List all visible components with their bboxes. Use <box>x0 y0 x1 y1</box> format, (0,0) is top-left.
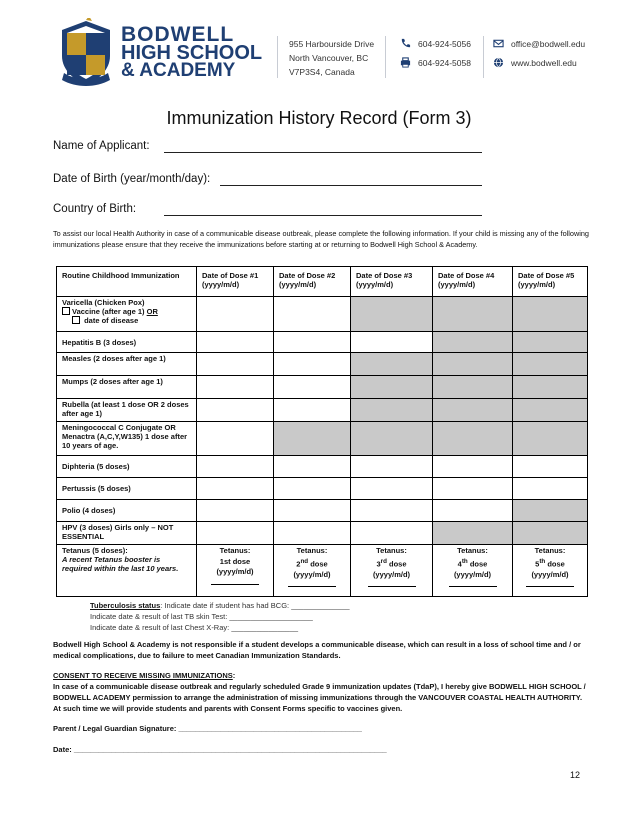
na-cell <box>513 353 588 376</box>
dose-word: dose <box>467 559 488 568</box>
na-cell <box>433 332 513 353</box>
school-name-line-1: BODWELL <box>121 23 235 46</box>
dose-ordinal <box>438 557 507 570</box>
table-row <box>57 376 588 399</box>
consent-body: In case of a communicable disease outbreak and regularly scheduled Grade 9 immunization updates (TdaP), I hereby give BODWELL HIGH SCHOOL / BODWELL ACADEMY permission to arrange the administration of missing immunizations through the VANCOUVER COASTAL HEALTH AUTHORITY. At such time we will provide students and parents with Consent Forms specific to vaccines given. <box>53 682 586 713</box>
dose-cell[interactable] <box>274 353 351 376</box>
dose-cell[interactable] <box>351 500 433 522</box>
dose-cell[interactable] <box>274 456 351 478</box>
column-header: Date of Dose #2 (yyyy/m/d) <box>274 267 351 297</box>
entry-line[interactable] <box>288 586 336 587</box>
school-name <box>121 23 263 81</box>
dose-cell[interactable] <box>274 399 351 422</box>
na-cell <box>274 422 351 456</box>
row-label-measles: Measles (2 doses after age 1) <box>57 353 197 376</box>
or-label: OR <box>146 307 158 316</box>
tetanus-label: Tetanus: <box>296 546 328 555</box>
entry-line[interactable] <box>211 584 259 585</box>
row-label-polio: Polio (4 doses) <box>57 500 197 522</box>
row-label-hpv: HPV (3 doses) Girls only – NOT ESSENTIAL <box>57 522 197 545</box>
dose-cell[interactable] <box>197 456 274 478</box>
na-cell <box>513 297 588 332</box>
table-row <box>57 399 588 422</box>
address-line-2: North Vancouver, BC <box>289 53 369 63</box>
row-label-meningococcal: Meningococcal C Conjugate OR Menactra (A,C,Y,W135) 1 dose after 10 years of age. <box>57 422 197 456</box>
table-row <box>57 297 588 332</box>
tetanus-label: Tetanus: <box>219 546 251 555</box>
dose-cell[interactable] <box>274 478 351 500</box>
ordinal-suffix: rd <box>380 557 387 565</box>
tetanus-label: Tetanus: <box>457 546 488 555</box>
na-cell <box>433 297 513 332</box>
na-cell <box>513 522 588 545</box>
na-cell <box>513 500 588 522</box>
disease-checkbox[interactable] <box>72 316 80 324</box>
date-field[interactable]: Date: ___________________________________________________________________________ <box>53 745 387 754</box>
row-label-pertussis: Pertussis (5 doses) <box>57 478 197 500</box>
ordinal-number: 3 <box>376 559 381 568</box>
table-row <box>57 478 588 500</box>
dose-ordinal <box>356 557 427 570</box>
tetanus-dose-cell[interactable] <box>274 545 351 597</box>
vaccine-checkbox[interactable] <box>62 307 70 315</box>
phone-icon <box>400 38 411 49</box>
dose-ordinal: 1st dose <box>219 556 251 566</box>
date-format: (yyyy/m/d) <box>293 569 331 579</box>
phone-contact <box>400 38 471 49</box>
dose-cell[interactable] <box>433 456 513 478</box>
na-cell <box>351 297 433 332</box>
row-label-tetanus <box>57 545 197 597</box>
entry-line[interactable] <box>526 586 574 587</box>
tb-status-label: Tuberculosis status <box>90 601 161 610</box>
website-url: www.bodwell.edu <box>511 57 577 68</box>
email-address: office@bodwell.edu <box>511 38 586 49</box>
dose-cell[interactable] <box>433 478 513 500</box>
fax-contact <box>400 57 471 68</box>
na-cell <box>351 399 433 422</box>
row-label-mumps: Mumps (2 doses after age 1) <box>57 376 197 399</box>
dose-cell[interactable] <box>351 478 433 500</box>
disclaimer-text: Bodwell High School & Academy is not responsible if a student develops a communicable disease, which can result in a loss of school time and / or medical complications, due to failure to meet Canadian Immunization Standards. <box>53 640 581 660</box>
dose-word: dose <box>545 559 565 568</box>
ordinal-number: 5 <box>535 559 540 568</box>
globe-icon <box>493 57 504 68</box>
fax-icon <box>400 57 411 68</box>
chest-xray-prompt: Indicate date & result of last Chest X-Ray: ________________ <box>90 623 299 632</box>
address-line-1: 955 Harbourside Drive <box>289 39 375 49</box>
date-format: (yyyy/m/d) <box>531 569 569 579</box>
na-cell <box>513 422 588 456</box>
dose-word: dose <box>386 559 407 568</box>
row-label-hepatitis-b: Hepatitis B (3 doses) <box>57 332 197 353</box>
dose-cell[interactable] <box>197 522 274 545</box>
na-cell <box>513 399 588 422</box>
dose-cell[interactable] <box>351 456 433 478</box>
ordinal-suffix: th <box>461 557 468 565</box>
header-divider <box>483 36 484 78</box>
date-format: (yyyy/m/d) <box>216 567 254 576</box>
table-row <box>57 456 588 478</box>
table-row <box>57 422 588 456</box>
dob-input-line[interactable] <box>220 185 482 186</box>
school-name-line-2: HIGH SCHOOL <box>121 42 263 64</box>
phone-number: 604-924-5056 <box>418 38 471 49</box>
dose-cell[interactable] <box>274 522 351 545</box>
table-row <box>57 353 588 376</box>
na-cell <box>513 332 588 353</box>
form-title: Immunization History Record (Form 3) <box>166 108 472 128</box>
entry-line[interactable] <box>368 586 416 587</box>
dob-label: Date of Birth (year/month/day): <box>53 173 211 185</box>
dose-cell[interactable] <box>197 399 274 422</box>
tetanus-label: Tetanus: <box>534 546 566 555</box>
dose-cell[interactable] <box>351 332 433 353</box>
dose-cell[interactable] <box>197 297 274 332</box>
ordinal-suffix: nd <box>300 557 309 565</box>
tetanus-label: Tetanus: <box>376 546 407 555</box>
school-crest-logo <box>58 18 114 88</box>
dose-cell[interactable] <box>197 353 274 376</box>
dose-cell[interactable] <box>197 376 274 399</box>
entry-line[interactable] <box>449 586 497 587</box>
na-cell <box>433 353 513 376</box>
dose-cell[interactable] <box>197 422 274 456</box>
country-input-line[interactable] <box>164 215 482 216</box>
table-row <box>57 500 588 522</box>
dose-ordinal <box>279 557 345 570</box>
email-contact <box>493 38 585 49</box>
tetanus-dose-cell[interactable] <box>433 545 513 597</box>
immunization-table <box>56 266 588 597</box>
consent-heading: CONSENT TO RECEIVE MISSING IMMUNIZATIONS <box>53 671 233 680</box>
vaccine-option-label: Vaccine (after age 1) <box>72 307 147 316</box>
na-cell <box>433 522 513 545</box>
fax-number: 604-924-5058 <box>418 57 471 68</box>
header-divider <box>385 36 386 78</box>
row-label-rubella: Rubella (at least 1 dose OR 2 doses after age 1) <box>57 399 197 422</box>
dose-word: dose <box>308 559 328 568</box>
na-cell <box>433 422 513 456</box>
bcg-prompt: : Indicate date if student has had BCG: ______________ <box>160 601 350 610</box>
consent-section <box>53 670 588 714</box>
column-header: Date of Dose #4 (yyyy/m/d) <box>433 267 513 297</box>
date-format: (yyyy/m/d) <box>372 569 411 579</box>
column-header: Date of Dose #1 (yyyy/m/d) <box>197 267 274 297</box>
table-row <box>57 522 588 545</box>
disease-option-label: date of disease <box>82 316 139 325</box>
dose-cell[interactable] <box>433 500 513 522</box>
tetanus-title: Tetanus (5 doses): <box>62 546 128 555</box>
ordinal-number: 4 <box>457 559 462 568</box>
row-label-diphtheria: Diphteria (5 doses) <box>57 456 197 478</box>
ordinal-suffix: th <box>539 557 546 565</box>
signature-field[interactable]: Parent / Legal Guardian Signature: ____________________________________________ <box>53 724 362 733</box>
dose-cell[interactable] <box>274 297 351 332</box>
column-header: Routine Childhood Immunization <box>57 267 197 297</box>
tetanus-dose-cell[interactable] <box>197 545 274 597</box>
row-label-varicella <box>57 297 197 332</box>
na-cell <box>351 353 433 376</box>
na-cell <box>433 376 513 399</box>
dose-cell[interactable] <box>274 500 351 522</box>
na-cell <box>351 376 433 399</box>
tuberculosis-section <box>90 600 350 633</box>
country-label: Country of Birth: <box>53 203 137 215</box>
tetanus-dose-cell[interactable] <box>351 545 433 597</box>
tetanus-note: A recent Tetanus booster is required within the last 10 years. <box>62 555 179 573</box>
dose-cell[interactable] <box>197 478 274 500</box>
dose-cell[interactable] <box>513 456 588 478</box>
ordinal-number: 2 <box>296 559 301 568</box>
table-header-row <box>57 267 588 297</box>
intro-paragraph: To assist our local Health Authority in case of a communicable disease outbreak, please complete the following information. If your child is missing any of the following immunizations please ensure that they receive the immunizations before starting at or returning to Bodwell High School & Academy. <box>53 229 589 249</box>
column-header: Date of Dose #3 (yyyy/m/d) <box>351 267 433 297</box>
na-cell <box>433 399 513 422</box>
tb-skin-test-prompt: Indicate date & result of last TB skin Test: ____________________ <box>90 612 313 621</box>
dose-ordinal <box>518 557 582 570</box>
email-icon <box>493 38 504 49</box>
dose-cell[interactable] <box>274 332 351 353</box>
dose-cell[interactable] <box>197 500 274 522</box>
dose-cell[interactable] <box>513 478 588 500</box>
name-label: Name of Applicant: <box>53 140 150 152</box>
dose-cell[interactable] <box>197 332 274 353</box>
address-line-3: V7P3S4, Canada <box>289 67 355 77</box>
header-divider <box>277 36 278 78</box>
school-address <box>289 37 374 79</box>
tetanus-dose-cell[interactable] <box>513 545 588 597</box>
date-format: (yyyy/m/d) <box>453 569 492 579</box>
varicella-title: Varicella (Chicken Pox) <box>62 298 145 307</box>
na-cell <box>513 376 588 399</box>
dose-cell[interactable] <box>274 376 351 399</box>
column-header: Date of Dose #5 (yyyy/m/d) <box>513 267 588 297</box>
consent-heading-colon: : <box>232 671 236 680</box>
dose-cell[interactable] <box>351 522 433 545</box>
school-name-line-3: & ACADEMY <box>121 60 236 81</box>
letterhead <box>0 0 638 100</box>
table-row <box>57 332 588 353</box>
name-input-line[interactable] <box>164 152 482 153</box>
table-row <box>57 545 588 597</box>
website-contact <box>493 57 577 68</box>
page-number: 12 <box>570 770 581 780</box>
na-cell <box>351 422 433 456</box>
